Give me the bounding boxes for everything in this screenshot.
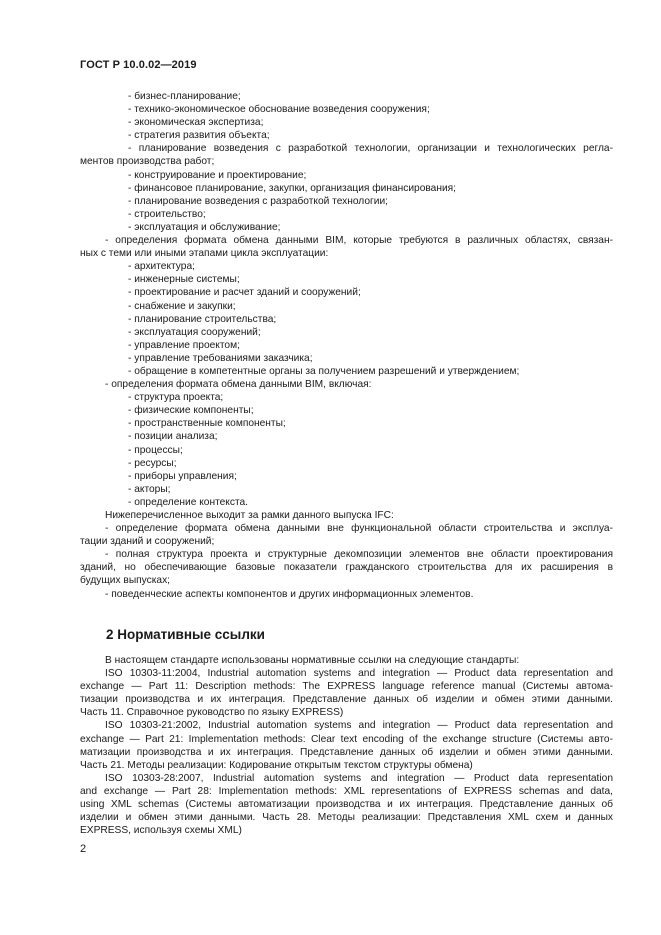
normative-references [80, 654, 613, 837]
list-item-continuation: ментов производства работ; [80, 156, 215, 168]
list-item: - приборы управления; [128, 470, 237, 482]
reference-line: ISO 10303-28:2007, Industrial automation systems and integration — Product data representation [105, 772, 613, 784]
list-item: - пространственные компоненты; [128, 418, 286, 430]
paragraph-line: - полная структура проекта и структурные декомпозиции элементов вне области проектирования [105, 549, 613, 561]
list-item: - управление проектом; [128, 339, 240, 351]
list-item: - структура проекта; [128, 392, 224, 404]
reference-line: изделии и обмен этими данными. Часть 28. Методы реализации: Представления XML схем и данных [80, 812, 613, 824]
reference-line: ISO 10303-11:2004, Industrial automation systems and integration — Product data representation and [105, 668, 613, 680]
list-item: - конструирование и проектирование; [128, 169, 307, 181]
list-item: - стратегия развития объекта; [128, 130, 270, 142]
paragraph-line: зданий, но обеспечивающие базовые показатели гражданского строительства для их расширения в [80, 562, 613, 574]
list-item: - эксплуатация и обслуживание; [128, 221, 281, 233]
list-item: - архитектура; [128, 261, 195, 273]
reference-line: матизации производства и их интеграция. Представление данных об изделии и обмен этими данными. [80, 746, 613, 758]
list-item: - проектирование и расчет зданий и сооружений; [128, 287, 361, 299]
list-item: - бизнес-планирование; [128, 91, 241, 102]
list-item: - финансовое планирование, закупки, организация финансирования; [128, 182, 457, 194]
reference-line: ISO 10303-21:2002, Industrial automation systems and integration — Product data representation and [105, 720, 613, 732]
reference-line: using XML schemas (Системы автоматизации производства и их интеграция. Представление данных об [80, 799, 613, 811]
list-item: - технико-экономическое обоснование возведения сооружения; [128, 104, 430, 116]
reference-line: exchange — Part 11: Description methods: The EXPRESS language reference manual (Системы автома- [80, 681, 613, 693]
list-item: - планирование возведения с разработкой технологии, организации и технологических регла- [128, 143, 613, 155]
paragraph-line: - определения формата обмена данными BIM, которые требуются в различных областях, связан- [105, 235, 613, 247]
list-item: - планирование возведения с разработкой технологии; [128, 195, 388, 207]
section-title: 2 Нормативные ссылки [106, 627, 265, 642]
list-item: - инженерные системы; [128, 274, 240, 286]
reference-line: Часть 11. Справочное руководство по языку EXPRESS) [80, 707, 344, 719]
list-item: - ресурсы; [128, 457, 177, 469]
list-item: - определение контекста. [128, 496, 249, 508]
list-item: - планирование строительства; [128, 313, 277, 325]
reference-line: EXPRESS, используя схемы XML) [80, 825, 242, 837]
reference-line: exchange — Part 21: Implementation methods: Clear text encoding of the exchange structure (Системы авто- [80, 733, 613, 745]
list-item: - управление требованиями заказчика; [128, 352, 313, 364]
list-item: - физические компоненты; [128, 405, 254, 417]
page-number: 2 [80, 843, 87, 855]
paragraph-line: - поведенческие аспекты компонентов и других информационных элементов. [105, 588, 474, 600]
list-item: - акторы; [128, 483, 171, 495]
list-item: - экономическая экспертиза; [128, 117, 264, 129]
list-item: - позиции анализа; [128, 431, 218, 443]
paragraph-line: - определение формата обмена данными вне функциональной области строительства и эксплуа- [105, 523, 613, 535]
list-item: - процессы; [128, 444, 183, 456]
list-item: - снабжение и закупки; [128, 300, 236, 312]
paragraph-line: Нижеперечисленное выходит за рамки данного выпуска IFC: [105, 510, 394, 521]
list-item: - строительство; [128, 208, 206, 220]
scope-list [80, 90, 613, 601]
reference-line: тизации производства и их интеграция. Представление данных об изделии и обмен этими данными. [80, 694, 613, 706]
paragraph-line: будущих выпусках; [80, 575, 170, 587]
reference-line: and exchange — Part 28: Implementation methods: XML representations of EXPRESS schemas and data, [80, 785, 613, 797]
list-item: - эксплуатация сооружений; [128, 326, 261, 338]
paragraph-line: ных с теми или иными этапами цикла эксплуатации: [80, 248, 329, 260]
document-header: ГОСТ Р 10.0.02—2019 [80, 59, 197, 71]
paragraph-line: В настоящем стандарте использованы нормативные ссылки на следующие стандарты: [105, 655, 520, 666]
reference-line: Часть 21. Методы реализации: Кодирование открытым текстом структуры обмена) [80, 759, 473, 771]
paragraph-line: тации зданий и сооружений; [80, 536, 215, 548]
list-item: - обращение в компетентные органы за получением разрешений и утверждением; [128, 365, 520, 377]
paragraph-line: - определения формата обмена данными BIM, включая: [105, 379, 372, 391]
